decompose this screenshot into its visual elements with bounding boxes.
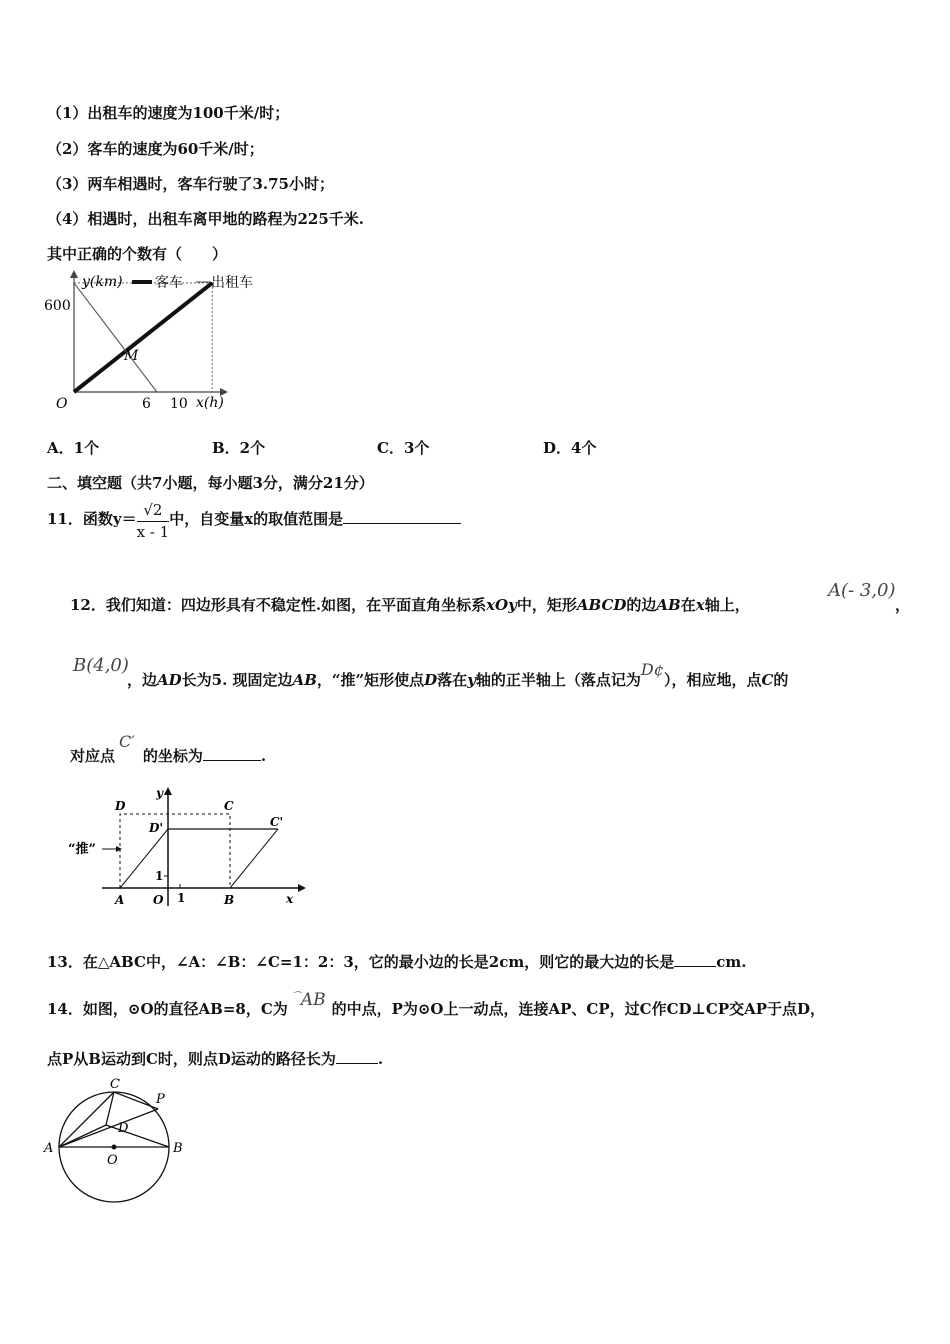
fig12-label-push: “推”	[68, 842, 96, 857]
q12-ab: AB	[656, 596, 681, 614]
section-header: 二、填空题（共7小题，每小题3分，满分21分）	[47, 474, 374, 492]
q12-xoy: xOy	[486, 596, 517, 614]
q12-comma: ，	[895, 596, 911, 614]
q12-text-15: .	[260, 747, 267, 765]
q14-arc-ab	[292, 990, 326, 1010]
fig12-label-b: B	[224, 893, 235, 907]
q12-ad: AD	[157, 671, 182, 689]
question-12-line-2	[127, 660, 789, 690]
fig14-segment-db	[106, 1125, 169, 1147]
fig14-segment-ac	[59, 1092, 114, 1147]
point-m-label: M	[124, 348, 139, 364]
choice-c: C．3个	[377, 439, 430, 457]
fig14-segment-cd	[106, 1092, 114, 1125]
statement-2: （2）客车的速度为60千米/时；	[47, 140, 264, 158]
fig14-center-dot	[112, 1145, 117, 1150]
fig12-label-c: C	[224, 799, 234, 813]
q12-text-11: ），相应地，点	[663, 671, 762, 689]
fig12-label-c-prime: C'	[270, 815, 284, 829]
fig12-y-arrow	[164, 787, 172, 795]
q12-y: y	[467, 671, 476, 689]
q14-text-1: 14．如图，⊙O的直径AB=8，C为	[47, 1000, 288, 1018]
q11-denominator: x - 1	[136, 522, 170, 541]
legend-taxi-label: 出租车	[211, 275, 253, 291]
fig12-label-x: x	[286, 892, 294, 906]
q14-answer-blank[interactable]	[336, 1063, 378, 1064]
q12-b-coordinate: B(4,0)	[73, 655, 129, 676]
q12-x: x	[695, 596, 705, 614]
fig12-x-arrow	[298, 884, 306, 892]
q14-text-4: .	[377, 1050, 384, 1068]
origin-label: O	[56, 396, 68, 412]
statement-4: （4）相遇时，出租车离甲地的路程为225千米.	[47, 210, 364, 228]
fig14-label-c: C	[110, 1077, 120, 1092]
q12-c: C	[761, 671, 774, 689]
question-12-line-1	[70, 594, 750, 615]
q12-text-13: 对应点	[70, 747, 116, 765]
choice-b: B．2个	[212, 439, 266, 457]
fig12-label-1-y: 1	[155, 869, 164, 883]
q12-text-8: ，“推”矩形使点	[316, 671, 425, 689]
fig14-label-a: A	[44, 1141, 54, 1156]
q12-d: D	[424, 671, 438, 689]
q12-d-prime: D¢	[640, 660, 664, 679]
chart-series-bus	[74, 283, 212, 392]
fig12-label-y: y	[156, 786, 163, 800]
question-12-line-3	[70, 732, 267, 766]
figure-12-rectangle-push	[60, 785, 310, 910]
q12-text-3: 的边	[626, 596, 657, 614]
x-tick-6: 6	[142, 396, 151, 412]
fig12-original-rectangle	[120, 814, 230, 888]
question-13	[47, 951, 746, 972]
q12-text-7: 长为5. 现固定边	[181, 671, 293, 689]
fig14-label-o: O	[107, 1153, 118, 1168]
q12-text-4: 在	[680, 596, 696, 614]
q12-text-10: 轴的正半轴上（落点记为	[475, 671, 641, 689]
statement-1: （1）出租车的速度为100千米/时；	[47, 104, 290, 122]
q11-fraction	[137, 499, 170, 542]
legend-bus-label: 客车	[155, 275, 183, 291]
q13-text: 13．在△ABC中，∠A：∠B：∠C=1：2：3，它的最小边的长是2cm，则它的最大边的长是	[47, 953, 675, 971]
q12-text-14: 的坐标为	[142, 747, 203, 765]
question-14-line-1	[47, 990, 826, 1019]
fig12-side-bc-prime	[230, 829, 278, 888]
statement-3: （3）两车相遇时，客车行驶了3.75小时；	[47, 175, 334, 193]
q12-text-5: 轴上，	[704, 596, 750, 614]
question-11	[47, 497, 461, 542]
fig12-label-d-prime: D'	[149, 821, 164, 835]
y-tick-600: 600	[44, 298, 71, 314]
q12-abcd: ABCD	[576, 596, 627, 614]
q11-prefix: 11．函数y＝	[47, 510, 137, 528]
q14-arc-label: AB	[300, 990, 326, 1010]
fig14-label-d: D	[118, 1121, 129, 1136]
x-axis-label: x(h)	[196, 395, 224, 411]
fig12-push-arrowhead	[116, 846, 122, 852]
distance-time-chart	[40, 268, 270, 416]
question-14-line-2	[47, 1048, 383, 1069]
chart-y-axis-arrow	[70, 270, 78, 278]
fig14-label-b: B	[173, 1141, 183, 1156]
q12-text-6: ，边	[127, 671, 158, 689]
q14-arc-mark: ⌒	[291, 992, 301, 1002]
q12-text-12: 的	[773, 671, 789, 689]
q13-unit: cm.	[716, 953, 747, 971]
fig12-label-a: A	[115, 893, 125, 907]
q12-text-9: 落在	[437, 671, 468, 689]
q12-text-1: 12．我们知道：四边形具有不稳定性.如图，在平面直角坐标系	[70, 596, 487, 614]
x-tick-10: 10	[170, 396, 188, 412]
q12-text-2: 中，矩形	[516, 596, 577, 614]
q11-answer-blank[interactable]	[343, 523, 461, 524]
fig12-label-o: O	[153, 893, 164, 907]
q13-answer-blank[interactable]	[674, 966, 716, 967]
fig14-segment-cp	[114, 1092, 158, 1109]
fig14-segment-ad	[59, 1125, 106, 1147]
y-axis-label: y(km)	[82, 274, 123, 290]
q12-ab-2: AB	[292, 671, 317, 689]
fig12-label-1-x: 1	[177, 891, 186, 905]
choice-a: A．1个	[47, 439, 100, 457]
choice-d: D．4个	[543, 439, 597, 457]
fig12-label-d: D	[115, 799, 126, 813]
q12-answer-blank[interactable]	[203, 760, 261, 761]
fig14-label-p: P	[156, 1092, 165, 1107]
q14-text-2: 的中点，P为⊙O上一动点，连接AP、CP，过C作CD⊥CP交AP于点D，	[331, 1000, 826, 1018]
q11-numerator: √2	[137, 499, 170, 522]
q12-a-coordinate: A(- 3,0)	[828, 580, 896, 601]
q14-text-3: 点P从B运动到C时，则点D运动的路径长为	[47, 1050, 336, 1068]
figure-14-circle	[40, 1075, 200, 1210]
question-prompt: 其中正确的个数有（ ）	[47, 245, 228, 263]
q11-suffix: 中，自变量x的取值范围是	[169, 510, 344, 528]
q12-c-prime: C′	[119, 732, 135, 751]
